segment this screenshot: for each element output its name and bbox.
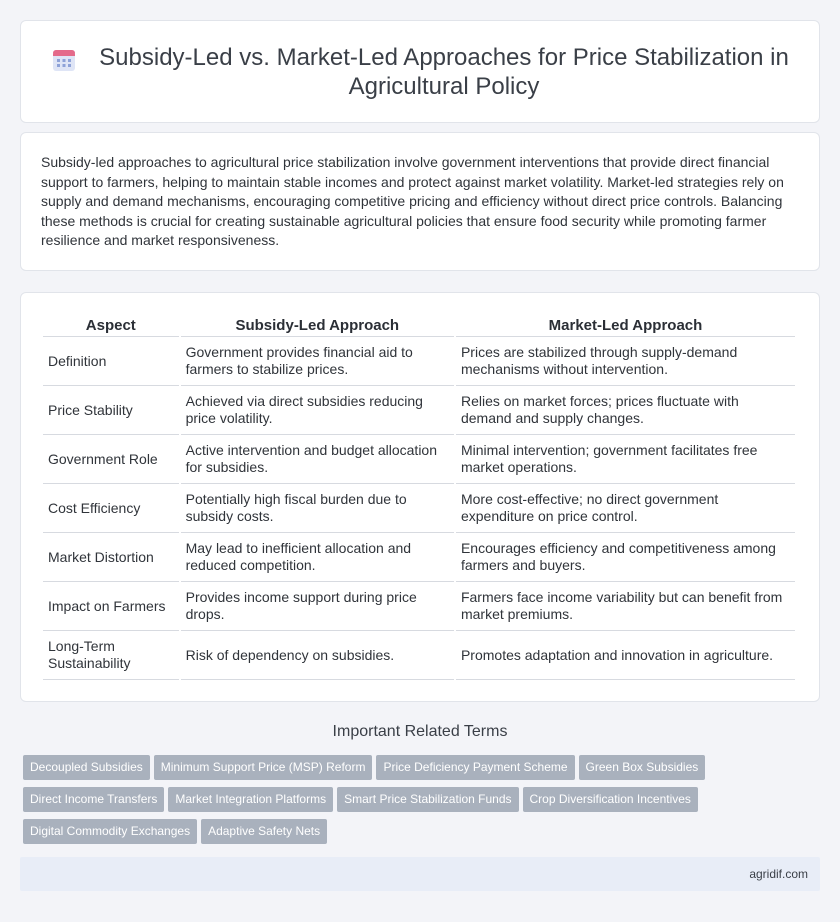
table-row xyxy=(43,533,795,582)
row-market-led: Farmers face income variability but can benefit from market premiums. xyxy=(456,582,795,631)
row-subsidy-led: May lead to inefficient allocation and reduced competition. xyxy=(181,533,454,582)
row-subsidy-led: Achieved via direct subsidies reducing price volatility. xyxy=(181,386,454,435)
row-aspect: Market Distortion xyxy=(43,533,179,582)
tag-direct-income-transfers[interactable]: Direct Income Transfers xyxy=(23,787,164,812)
tag-digital-commodity-exchanges[interactable]: Digital Commodity Exchanges xyxy=(23,819,197,844)
row-aspect: Cost Efficiency xyxy=(43,484,179,533)
row-aspect: Government Role xyxy=(43,435,179,484)
row-market-led: Promotes adaptation and innovation in agriculture. xyxy=(456,631,795,680)
table-row xyxy=(43,386,795,435)
row-market-led: Minimal intervention; government facilitates free market operations. xyxy=(456,435,795,484)
title-card xyxy=(20,20,820,123)
tag-decoupled-subsidies[interactable]: Decoupled Subsidies xyxy=(23,755,150,780)
footer xyxy=(20,857,820,891)
intro-paragraph: Subsidy-led approaches to agricultural price stabilization involve government interventions that provide direct financial support to farmers, helping to maintain stable incomes and protect against market volatility. Market-led strategies rely on supply and demand mechanisms, encouraging competitive pricing and efficiency without direct price controls. Balancing these methods is crucial for creating sustainable agricultural policies that ensure food security while promoting farmer resilience and market responsiveness. xyxy=(41,154,784,249)
row-aspect: Long-Term Sustainability xyxy=(43,631,179,680)
header-subsidy-led: Subsidy-Led Approach xyxy=(181,313,454,337)
row-subsidy-led: Provides income support during price drops. xyxy=(181,582,454,631)
table-header-row xyxy=(43,313,795,337)
row-subsidy-led: Active intervention and budget allocation for subsidies. xyxy=(181,435,454,484)
row-aspect: Impact on Farmers xyxy=(43,582,179,631)
table-row xyxy=(43,435,795,484)
tag-msp-reform[interactable]: Minimum Support Price (MSP) Reform xyxy=(154,755,373,780)
table-row xyxy=(43,484,795,533)
tag-market-integration-platforms[interactable]: Market Integration Platforms xyxy=(168,787,333,812)
tag-smart-price-stabilization-funds[interactable]: Smart Price Stabilization Funds xyxy=(337,787,518,812)
row-subsidy-led: Government provides financial aid to farmers to stabilize prices. xyxy=(181,337,454,386)
header-aspect: Aspect xyxy=(43,313,179,337)
row-market-led: More cost-effective; no direct government expenditure on price control. xyxy=(456,484,795,533)
tag-adaptive-safety-nets[interactable]: Adaptive Safety Nets xyxy=(201,819,327,844)
table-row xyxy=(43,582,795,631)
intro-card xyxy=(20,132,820,271)
row-market-led: Relies on market forces; prices fluctuate with demand and supply changes. xyxy=(456,386,795,435)
table-row xyxy=(43,337,795,386)
row-market-led: Prices are stabilized through supply-demand mechanisms without intervention. xyxy=(456,337,795,386)
tag-green-box-subsidies[interactable]: Green Box Subsidies xyxy=(579,755,706,780)
comparison-card xyxy=(20,292,820,702)
calendar-icon xyxy=(51,47,77,73)
tag-price-deficiency-payment[interactable]: Price Deficiency Payment Scheme xyxy=(376,755,574,780)
tag-crop-diversification-incentives[interactable]: Crop Diversification Incentives xyxy=(523,787,698,812)
comparison-table xyxy=(41,313,797,680)
header-market-led: Market-Led Approach xyxy=(456,313,795,337)
row-market-led: Encourages efficiency and competitiveness among farmers and buyers. xyxy=(456,533,795,582)
row-subsidy-led: Potentially high fiscal burden due to subsidy costs. xyxy=(181,484,454,533)
row-aspect: Price Stability xyxy=(43,386,179,435)
row-subsidy-led: Risk of dependency on subsidies. xyxy=(181,631,454,680)
related-terms-tags xyxy=(23,755,803,851)
footer-site-link[interactable]: agridif.com xyxy=(749,867,808,881)
title-wrap xyxy=(51,43,789,101)
related-terms-heading: Important Related Terms xyxy=(332,723,508,740)
row-aspect: Definition xyxy=(43,337,179,386)
page-title: Subsidy-Led vs. Market-Led Approaches for Price Stabilization in Agricultural Policy xyxy=(99,43,789,100)
table-row xyxy=(43,631,795,680)
